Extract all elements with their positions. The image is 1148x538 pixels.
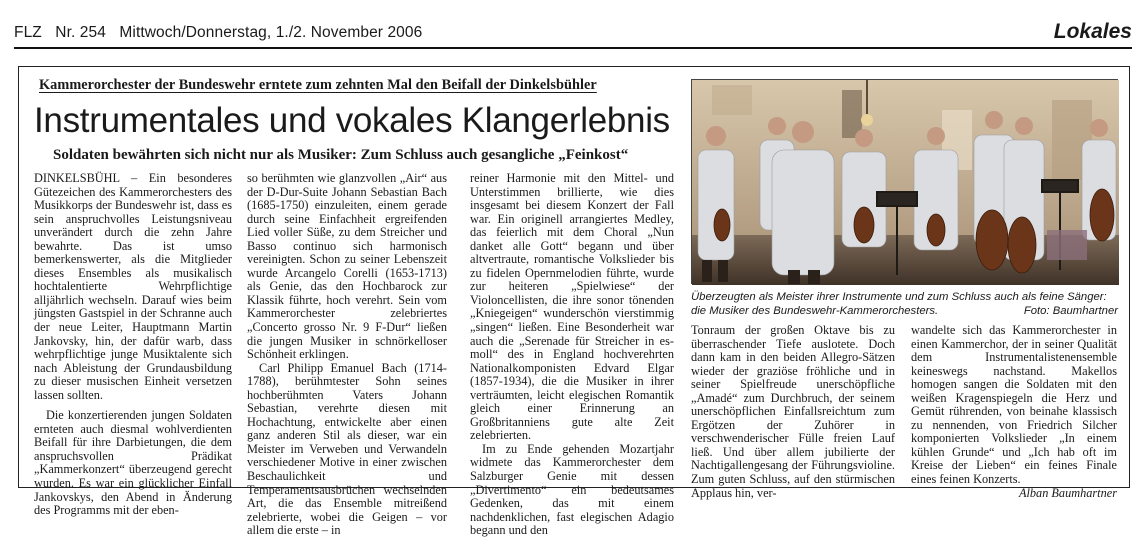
text-column-5: [911, 323, 1117, 500]
article-subhead: Soldaten bewährten sich nicht nur als Musiker: Zum Schluss auch gesangliche „Feinkost“: [53, 147, 629, 163]
article-kicker: Kammerorchester der Bundeswehr erntete zum zehnten Mal den Beifall der Dinkelsbühler: [39, 77, 597, 93]
photo-caption: [691, 290, 1118, 318]
photo-credit: Foto: Baumhartner: [1023, 305, 1118, 317]
paper-name: FLZ: [14, 24, 42, 41]
article-author: Alban Baumhartner: [1018, 485, 1117, 500]
text-column-2: [247, 171, 447, 538]
paragraph: Carl Philipp Emanuel Bach (1714-1788), berühmtester Sohn seines hochberühmten Vaters Johann Sebastian, verehrte diesen mit Hochachtung, entwickelte aber einen ganz anderen Stil als dieser, war ein Meister im Verweben und Verwandeln verschiedener Motive in einer zwischen Beschaulichkeit und Temperamentsausbrüchen wechselnden Art, die das Ensemble mitreißend zelebrierte, wobei die Geigen – vor allem die erste – in: [247, 360, 447, 538]
masthead-info: [14, 24, 431, 42]
paragraph: Die konzertierenden jungen Soldaten ernteten auch diesmal wohlverdienten Beifall für ihre Darbietungen, die dem anspruchsvollen Prädikat „Kammerkonzert“ überzeugend gerecht wurden. Es war ein glücklicher Einfall Jankovskys, den Abend in Änderung des Programms mit der eben-: [34, 408, 232, 518]
paragraph: reiner Harmonie mit den Mittel- und Unterstimmen brillierte, wie dies insgesamt bei diesem Konzert der Fall war. Ein originell arrangiertes Medley, das feierlich mit dem Choral „Nun danket alle Gott“ begann und über altvertraute, romantische Volkslieder bis zu fidelen Opernmelodien führte, wurde zur heiteren „Spielwiese“ der Violoncellisten, die ihre sonor tönenden „Kniegeigen“ wunderschön vierstimmig „singen“ ließen. Eine Besonderheit war auch die „Serenade für Streicher in es-moll“ des in England hochverehrten Nationalkomponisten Edvard Elgar (1857-1934), die die Musiker in ihrer verträumten, leicht elegischen Romantik gleich einer Erinnerung an Großbritanniens gute alte Zeit zelebrierten.: [470, 171, 674, 443]
paragraph: wandelte sich das Kammerorchester in einen Kammerchor, der in seiner Qualität dem Instrumentalistenensemble keineswegs nachstand. Makellos homogen sangen die Soldaten mit den weißen Kragenspiegeln die Herz und Gemüt rührenden, von beinahe klassisch zu nennenden, von Friedrich Silcher komponierten Volkslieder „In einem kühlen Grunde“ und „Ich hab oft im Kreise der Lieben“ ein feines Finale eines feinen Konzerts.: [911, 323, 1117, 487]
text-column-1: [34, 171, 232, 518]
article-headline: Instrumentales und vokales Klangerlebnis: [34, 101, 670, 140]
orchestra-photo-illustration: [692, 80, 1119, 285]
masthead: [14, 20, 1132, 48]
issue-date: Mittwoch/Donnerstag, 1./2. November 2006: [119, 24, 423, 41]
text-column-4: [691, 323, 895, 500]
text-column-3: [470, 171, 674, 538]
issue-number: Nr. 254: [55, 24, 106, 41]
paragraph: DINKELSBÜHL – Ein besonderes Gütezeichen des Kammerorchesters des Musikkorps der Bundeswehr ist, dass es sein anspruchvolles Leistungsniveau unverändert durch die zehn Jahre bewahrte. Das ist umso bemerkenswerter, als die Mitglieder dieses Ensembles als musikalisch hochtalentierte Wehrpflichtige alljährlich wechseln. Darauf wies beim jüngsten Gastspiel in der Schranne auch der neue Leiter, Hauptmann Martin Jankovsky, hin, der dafür warb, dass wehrpflichtige junge Musiktalente sich nach Ableistung der Grundausbildung zu dieser musischen Einheit versetzen lassen sollten.: [34, 171, 232, 402]
caption-text: Überzeugten als Meister ihrer Instrumente und zum Schluss auch als feine Sänger: die Musiker des Bundeswehr-Kammerorchesters.: [691, 291, 1107, 317]
article-photo: [691, 79, 1118, 284]
paragraph: so berühmten wie glanzvollen „Air“ aus der D-Dur-Suite Johann Sebastian Bach (1685-1750) einzuleiten, einem gerade durch seine Einfachheit ergreifenden Lied voller Süße, zu dem Streicher und Basso continuo sich harmonisch vereinigten. Schon zu seiner Lebenszeit wurde Arcangelo Corelli (1653-1713) als Genie, das den Hochbarock zur Klassik führte, hoch verehrt. Sein vom Kammerorchester zelebriertes „Concerto grosso Nr. 9 F-Dur“ ließen die jungen Musiker in schnörkelloser Schönheit erklingen.: [247, 171, 447, 362]
masthead-rule: [14, 47, 1132, 49]
paragraph: Im zu Ende gehenden Mozartjahr widmete das Kammerorchester dem Salzburger Genie mit dessen „Divertimento“ ein bedeutsames Gedenken, das mit einem nachdenklichen, fast elegischen Adagio begann und den: [470, 441, 674, 538]
paragraph: Tonraum der großen Oktave bis zu überraschender Tiefe auslotete. Doch dann kam in den beiden Allegro-Sätzen wieder der graziöse fröhliche und in seiner Spielfreude unerschöpfliche „Amadé“ zum Durchbruch, der seinem unerschöpflichen Einfallsreichtum zum Ergötzen der Zuhörer in verschwenderischer Fülle freien Lauf ließ. Und über allem jubilierte der Nachtigallengesang der Führungsvioline. Zum guten Schluss, auf den stürmischen Applaus hin, ver-: [691, 323, 895, 500]
section-title: Lokales: [1053, 20, 1132, 43]
